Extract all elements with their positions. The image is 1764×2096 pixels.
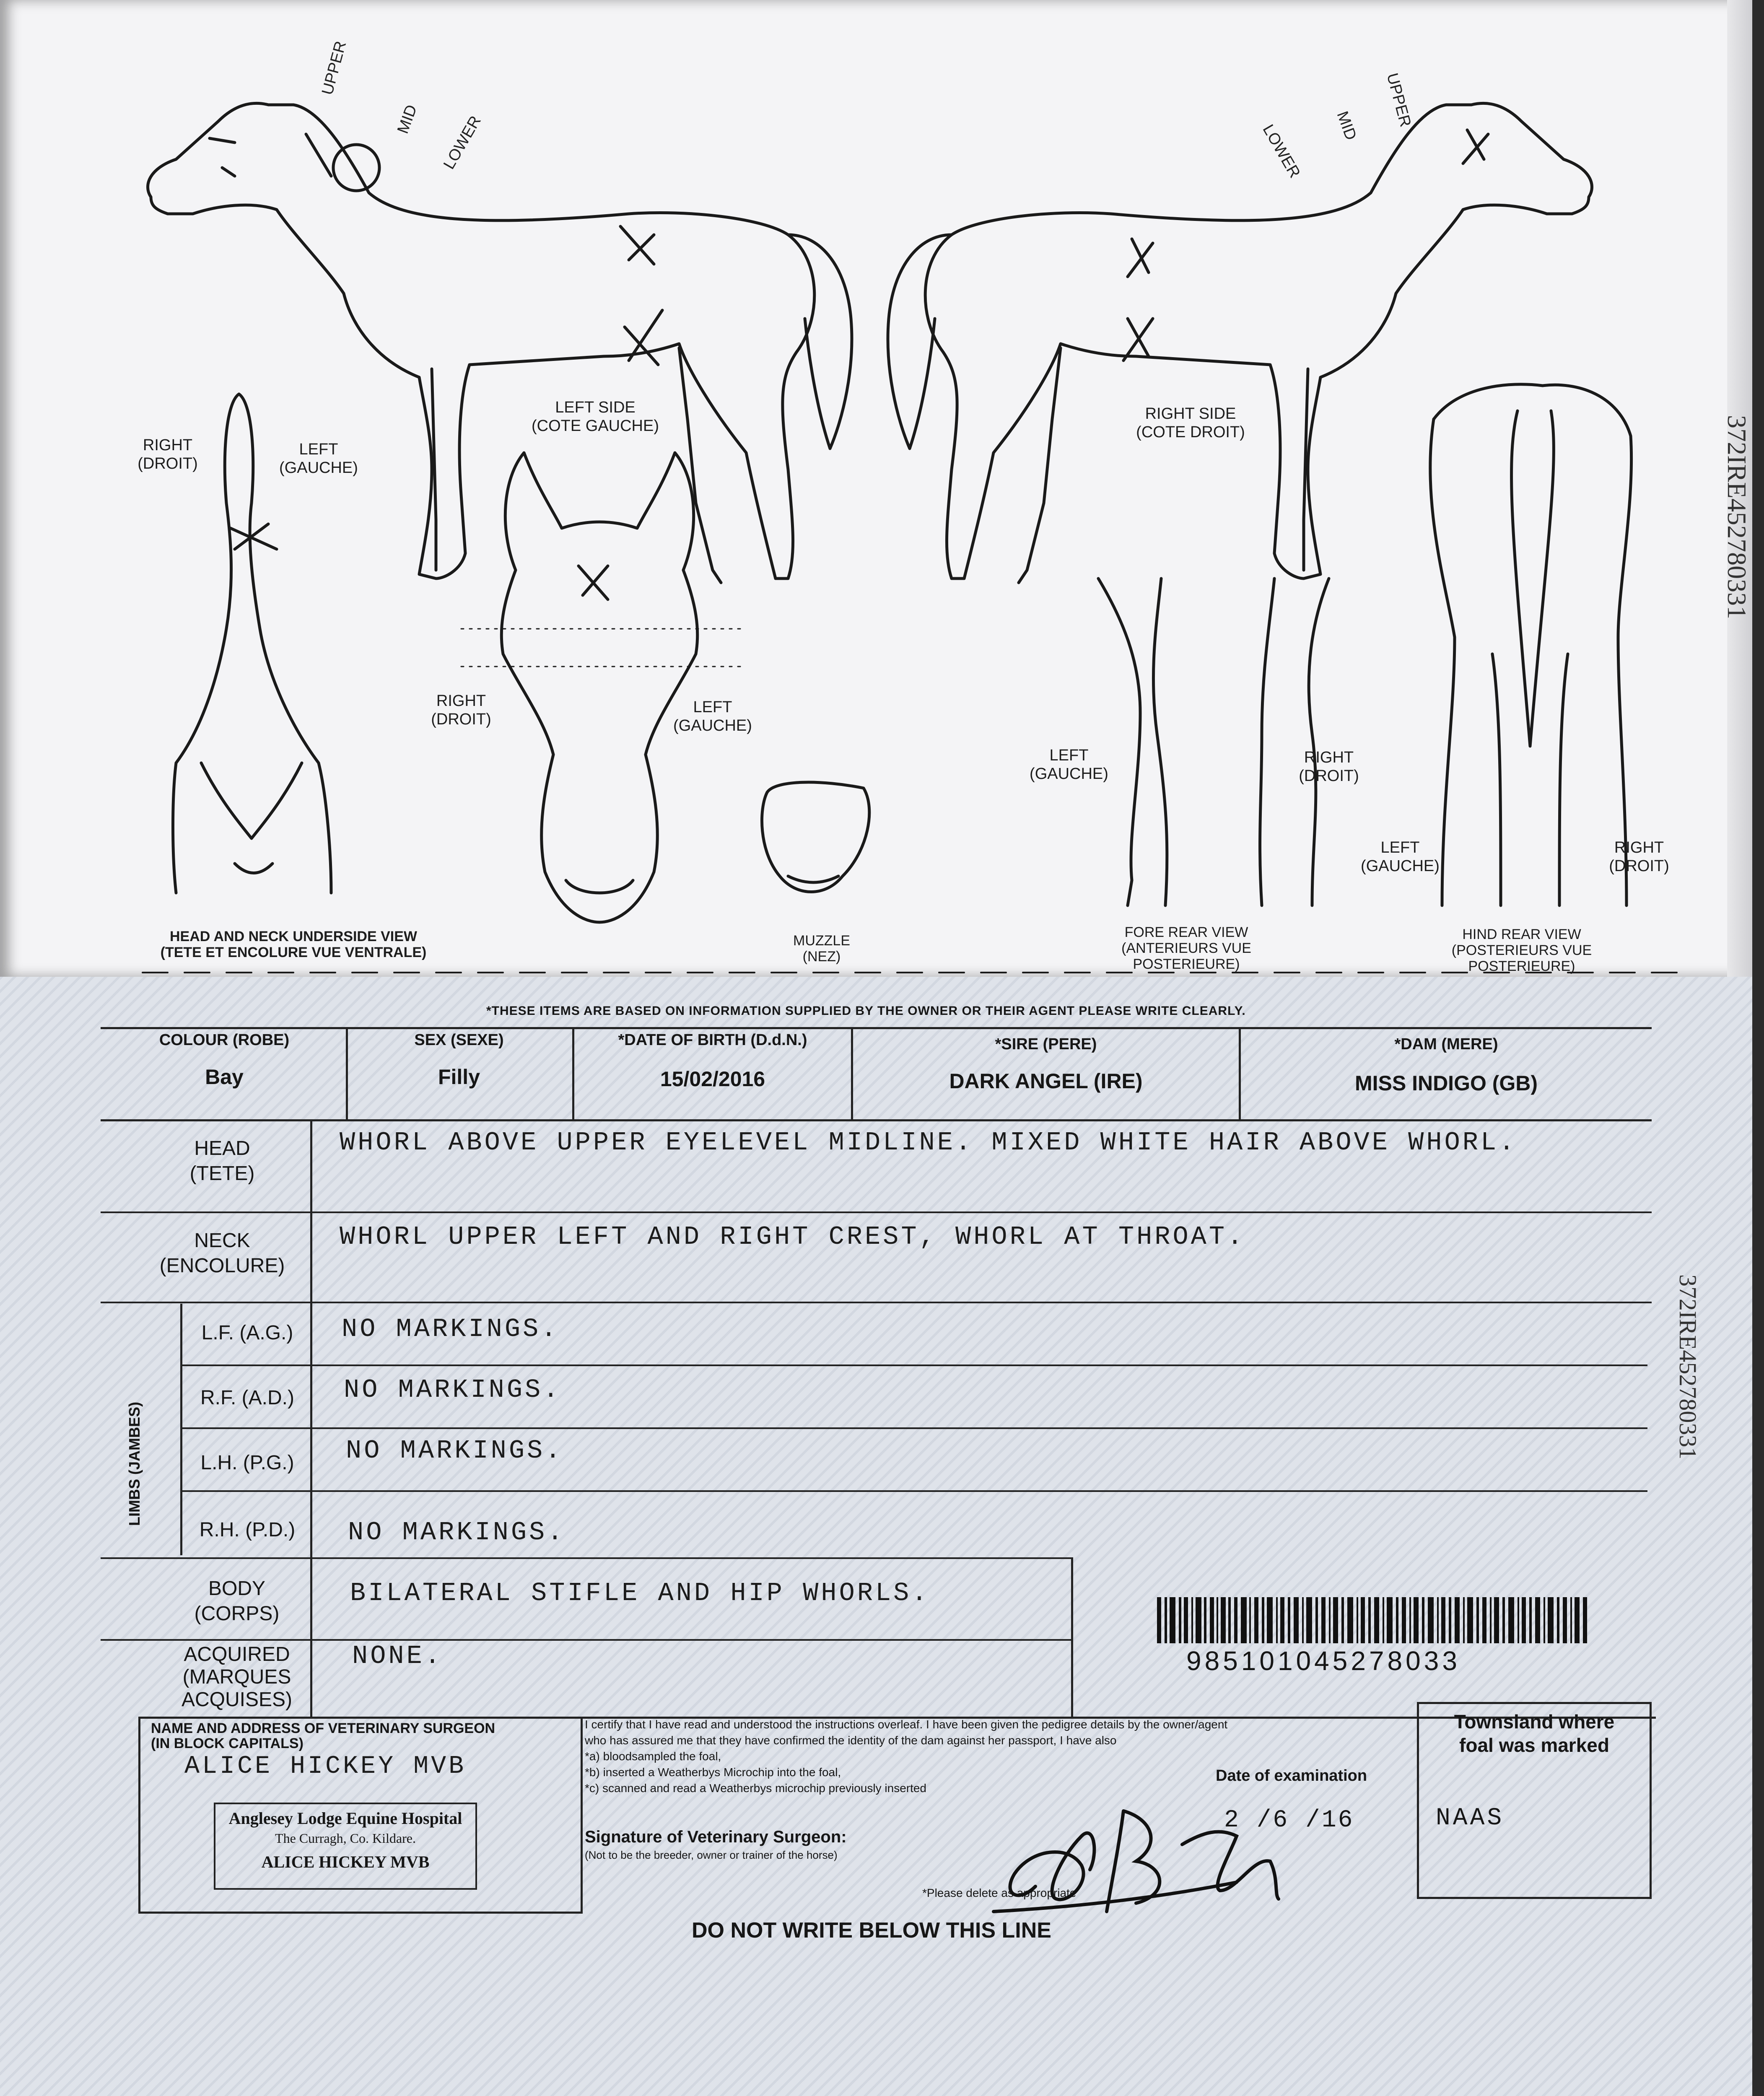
do-not-write-notice: DO NOT WRITE BELOW THIS LINE <box>692 1918 1051 1943</box>
rf-value: NO MARKINGS. <box>344 1375 561 1405</box>
rule <box>101 1027 1652 1029</box>
exam-date-label: Date of examination <box>1216 1767 1367 1785</box>
rule <box>310 1119 312 1717</box>
townsland-value: NAAS <box>1436 1805 1505 1832</box>
lh-label: L.H. (P.G.) <box>200 1452 294 1474</box>
vet-label: NAME AND ADDRESS OF VETERINARY SURGEON (IN BLOCK CAPITALS) <box>151 1720 495 1751</box>
vet-stamp: Anglesey Lodge Equine Hospital The Curragh, Co. Kildare. ALICE HICKEY MVB <box>214 1803 477 1890</box>
rule <box>101 1119 1652 1121</box>
body-value: BILATERAL STIFLE AND HIP WHORLS. <box>350 1578 930 1608</box>
body-label: BODY (CORPS) <box>194 1577 280 1625</box>
acquired-label: ACQUIRED (MARQUES ACQUISES) <box>181 1643 293 1711</box>
townsland-box <box>1417 1702 1652 1899</box>
rh-label: R.H. (P.D.) <box>199 1519 296 1541</box>
vet-name: ALICE HICKEY MVB <box>184 1752 467 1781</box>
fore-rear-legs-drawing <box>1098 578 1329 905</box>
upper-label-right: UPPER <box>1383 71 1414 129</box>
rule <box>180 1364 1647 1366</box>
rule <box>581 1717 583 1914</box>
acquired-value: NONE. <box>352 1641 443 1671</box>
left-side-horse-drawing <box>148 103 852 583</box>
sex-value: Filly <box>438 1065 480 1089</box>
rule <box>101 1211 1652 1213</box>
neck-row-value: WHORL UPPER LEFT AND RIGHT CREST, WHORL AT THROAT. <box>340 1222 1245 1252</box>
hind-rear-drawing <box>1430 384 1632 905</box>
horse-diagrams <box>0 0 1764 977</box>
head-row-label: HEAD (TETE) <box>189 1137 255 1185</box>
muzzle-caption: MUZZLE (NEZ) <box>793 933 850 965</box>
fore-rear-caption: FORE REAR VIEW (ANTERIEURS VUE POSTERIEURE) <box>1121 924 1251 972</box>
underside-left-label: LEFT (GAUCHE) <box>279 441 358 477</box>
head-right-label: RIGHT (DROIT) <box>431 692 491 728</box>
dam-header: *DAM (MERE) <box>1394 1035 1498 1053</box>
signature-sublabel: (Not to be the breeder, owner or trainer of the horse) <box>585 1849 838 1861</box>
signature-label: Signature of Veterinary Surgeon: <box>585 1828 847 1846</box>
rule <box>180 1304 182 1555</box>
rule <box>138 1912 583 1914</box>
hind-rear-caption: HIND REAR VIEW (POSTERIEURS VUE POSTERIEURE) <box>1451 926 1592 974</box>
colour-value: Bay <box>205 1065 244 1089</box>
colour-header: COLOUR (ROBE) <box>159 1031 290 1049</box>
signature-image <box>985 1761 1362 1928</box>
exam-date-value: 2 /6 /16 <box>1224 1807 1354 1834</box>
fore-left-label: LEFT (GAUCHE) <box>1030 747 1108 783</box>
hind-left-label: LEFT (GAUCHE) <box>1361 839 1440 875</box>
limbs-label: LIMBS (JAMBES) <box>126 1402 143 1526</box>
rule <box>180 1427 1647 1429</box>
rh-value: NO MARKINGS. <box>348 1518 566 1547</box>
dam-value: MISS INDIGO (GB) <box>1354 1071 1538 1095</box>
barcode-image <box>1157 1597 1589 1643</box>
serial-number-top: 372IRE452780331 <box>1722 415 1752 620</box>
lh-value: NO MARKINGS. <box>346 1436 563 1466</box>
hind-right-label: RIGHT (DROIT) <box>1609 839 1669 875</box>
rule <box>138 1717 140 1914</box>
mid-label: MID <box>394 102 421 136</box>
sire-value: DARK ANGEL (IRE) <box>949 1069 1143 1093</box>
head-left-label: LEFT (GAUCHE) <box>673 698 752 734</box>
serial-number-bottom: 372IRE452780331 <box>1674 1274 1702 1460</box>
rule <box>101 1302 1652 1303</box>
lower-label-right: LOWER <box>1259 122 1304 181</box>
lower-label: LOWER <box>440 113 485 172</box>
head-row-value: WHORL ABOVE UPPER EYELEVEL MIDLINE. MIXED WHITE HAIR ABOVE WHORL. <box>340 1128 1517 1157</box>
underside-right-label: RIGHT (DROIT) <box>137 436 198 472</box>
lf-value: NO MARKINGS. <box>342 1314 559 1344</box>
dob-value: 15/02/2016 <box>660 1067 765 1091</box>
certification-text: I certify that I have read and understood the instructions overleaf. I have been given the pedigree details by the owner/agent who has assured me that they have confirmed the identity of the dam against her passport, I have also *a) bloodsampled the foal, *b) inserted a Weatherbys Microchip into the foal, *c) scanned and read a Weatherbys microchip previously inserted <box>585 1718 1228 1795</box>
upper-label: UPPER <box>319 39 350 97</box>
barcode-number: 985101045278033 <box>1186 1646 1460 1676</box>
right-side-label: RIGHT SIDE (COTE DROIT) <box>1136 405 1245 441</box>
rf-label: R.F. (A.D.) <box>200 1387 294 1409</box>
fore-right-label: RIGHT (DROIT) <box>1299 749 1359 785</box>
sex-header: SEX (SEXE) <box>414 1031 504 1049</box>
right-side-horse-drawing <box>888 103 1592 583</box>
neck-row-label: NECK (ENCOLURE) <box>159 1230 285 1277</box>
mid-label-right: MID <box>1333 109 1360 143</box>
lf-label: L.F. (A.G.) <box>201 1322 293 1344</box>
rule <box>1071 1557 1073 1717</box>
rule <box>180 1490 1647 1492</box>
left-side-label: LEFT SIDE (COTE GAUCHE) <box>532 399 659 435</box>
muzzle-drawing <box>762 782 869 892</box>
rule <box>101 1557 1073 1559</box>
rule <box>101 1639 1073 1641</box>
delete-note: *Please delete as appropriate <box>922 1886 1077 1899</box>
sire-header: *SIRE (PERE) <box>995 1035 1097 1053</box>
townsland-label: Townsland where foal was marked <box>1454 1711 1615 1756</box>
form-notice: *THESE ITEMS ARE BASED ON INFORMATION SUPPLIED BY THE OWNER OR THEIR AGENT PLEASE WRITE CLEARLY. <box>486 1004 1246 1018</box>
dob-header: *DATE OF BIRTH (D.d.N.) <box>618 1031 807 1049</box>
underside-view-caption: HEAD AND NECK UNDERSIDE VIEW (TETE ET ENCOLURE VUE VENTRALE) <box>160 929 427 960</box>
